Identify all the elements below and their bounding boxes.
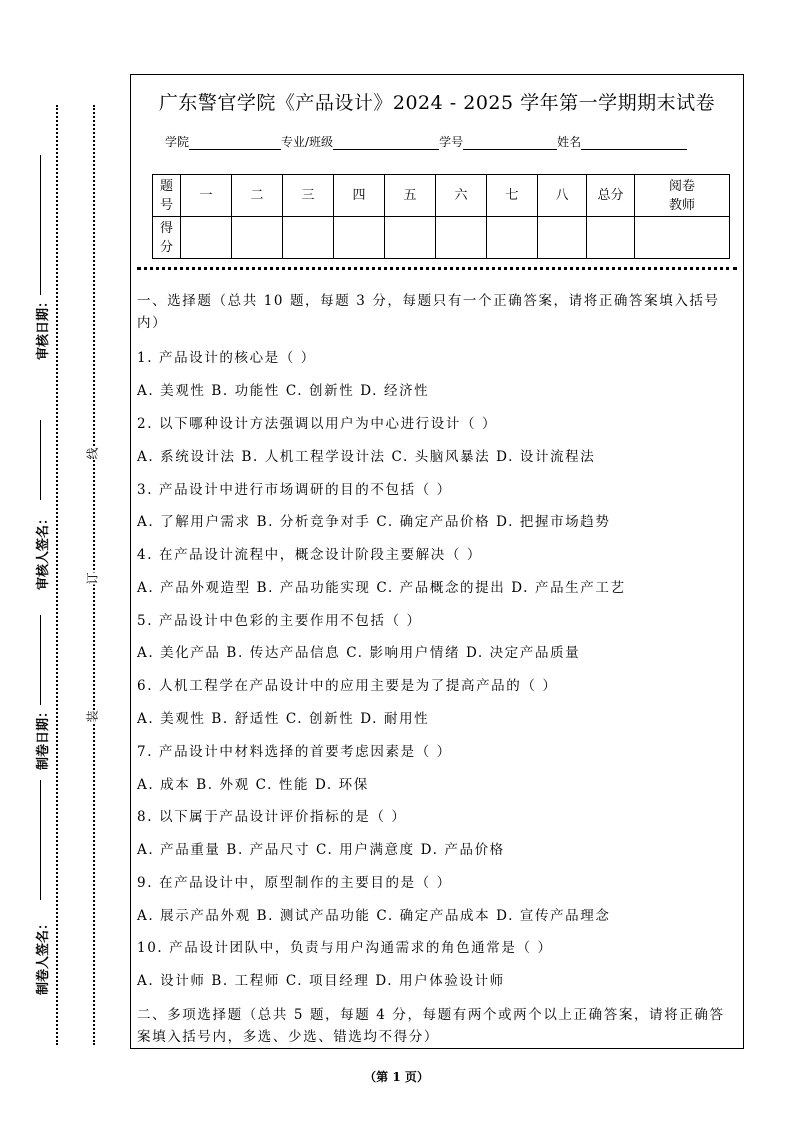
signature-line [40, 615, 41, 705]
section1-heading: 一、选择题（总共 10 题，每题 3 分，每题只有一个正确答案，请将正确答案填入括号内） [137, 293, 720, 331]
student-info-row [165, 133, 687, 150]
total-header: 总分 [587, 175, 635, 217]
column-header: 五 [385, 175, 436, 217]
question: 4. 在产品设计流程中，概念设计阶段主要解决（ ） [137, 547, 482, 563]
answer-options: A. 产品重量 B. 产品尺寸 C. 用户满意度 D. 产品价格 [137, 842, 505, 858]
reviewer-signature-label: 审核人签名： [36, 511, 51, 590]
reviewer-cell[interactable] [635, 217, 730, 259]
answer-options: A. 系统设计法 B. 人机工程学设计法 C. 头脑风暴法 D. 设计流程法 [137, 449, 596, 465]
score-cell[interactable] [538, 217, 587, 259]
score-cell[interactable] [487, 217, 538, 259]
score-cell[interactable] [436, 217, 487, 259]
answer-options: A. 产品外观造型 B. 产品功能实现 C. 产品概念的提出 D. 产品生产工艺 [137, 580, 626, 596]
paper-date-label: 制卷日期： [36, 704, 51, 770]
question: 7. 产品设计中材料选择的首要考虑因素是（ ） [137, 744, 452, 760]
answer-options: A. 成本 B. 外观 C. 性能 D. 环保 [137, 777, 369, 793]
column-header: 一 [181, 175, 232, 217]
section-separator [137, 267, 737, 270]
signature-line [40, 780, 41, 900]
cut-line-char: 线 [85, 447, 100, 460]
cut-line-char: 订 [85, 572, 100, 585]
score-cell[interactable] [334, 217, 385, 259]
question: 5. 产品设计中色彩的主要作用不包括（ ） [137, 613, 422, 629]
paper-maker-signature-label: 制卷人签名： [36, 916, 51, 995]
student-id-label: 学号 [439, 135, 464, 149]
name-label: 姓名 [557, 135, 582, 149]
cut-line-char: 装 [85, 710, 100, 723]
column-header: 七 [487, 175, 538, 217]
major-field[interactable] [333, 135, 439, 150]
exam-title: 广东警官学院《产品设计》2024 - 2025 学年第一学期期末试卷 [158, 92, 716, 114]
question: 10. 产品设计团队中，负责与用户沟通需求的角色通常是（ ） [137, 940, 553, 956]
section2-heading: 二、多项选择题（总共 5 题，每题 4 分，每题有两个或两个以上正确答案，请将正确答案填入括号内，多选、少选、错选均不得分） [137, 1007, 725, 1045]
column-header: 二 [232, 175, 283, 217]
question-number-header: 题 号 [153, 175, 181, 217]
question: 1. 产品设计的核心是（ ） [137, 350, 316, 366]
column-header: 六 [436, 175, 487, 217]
total-score-cell[interactable] [587, 217, 635, 259]
review-date-label: 审核日期： [36, 294, 51, 360]
answer-options: A. 展示产品外观 B. 测试产品功能 C. 确定产品成本 D. 宣传产品理念 [137, 908, 611, 924]
score-cell[interactable] [232, 217, 283, 259]
signature-line [40, 420, 41, 500]
question: 8. 以下属于产品设计评价指标的是（ ） [137, 809, 407, 825]
student-id-field[interactable] [463, 135, 557, 150]
signature-line [40, 155, 41, 295]
column-header: 四 [334, 175, 385, 217]
question: 9. 在产品设计中，原型制作的主要目的是（ ） [137, 875, 452, 891]
answer-options: A. 了解用户需求 B. 分析竞争对手 C. 确定产品价格 D. 把握市场趋势 [137, 514, 611, 530]
question: 3. 产品设计中进行市场调研的目的不包括（ ） [137, 482, 452, 498]
score-cell[interactable] [283, 217, 334, 259]
college-label: 学院 [165, 135, 190, 149]
score-row-header: 得 分 [153, 217, 181, 259]
page-number: （第 1 页） [364, 1070, 429, 1084]
score-table [152, 174, 730, 259]
score-cell[interactable] [181, 217, 232, 259]
reviewer-header: 阅卷 教师 [635, 175, 730, 217]
answer-options: A. 美化产品 B. 传达产品信息 C. 影响用户情绪 D. 决定产品质量 [137, 645, 581, 661]
answer-options: A. 美观性 B. 功能性 C. 创新性 D. 经济性 [137, 383, 430, 399]
binding-dotted-line [56, 105, 58, 1045]
name-field[interactable] [581, 135, 687, 150]
column-header: 八 [538, 175, 587, 217]
score-cell[interactable] [385, 217, 436, 259]
question: 2. 以下哪种设计方法强调以用户为中心进行设计（ ） [137, 416, 498, 432]
answer-options: A. 设计师 B. 工程师 C. 项目经理 D. 用户体验设计师 [137, 973, 505, 989]
answer-options: A. 美观性 B. 舒适性 C. 创新性 D. 耐用性 [137, 711, 430, 727]
college-field[interactable] [189, 135, 281, 150]
column-header: 三 [283, 175, 334, 217]
exam-frame [130, 74, 744, 1049]
major-label: 专业/班级 [281, 135, 334, 149]
question: 6. 人机工程学在产品设计中的应用主要是为了提高产品的（ ） [137, 678, 558, 694]
